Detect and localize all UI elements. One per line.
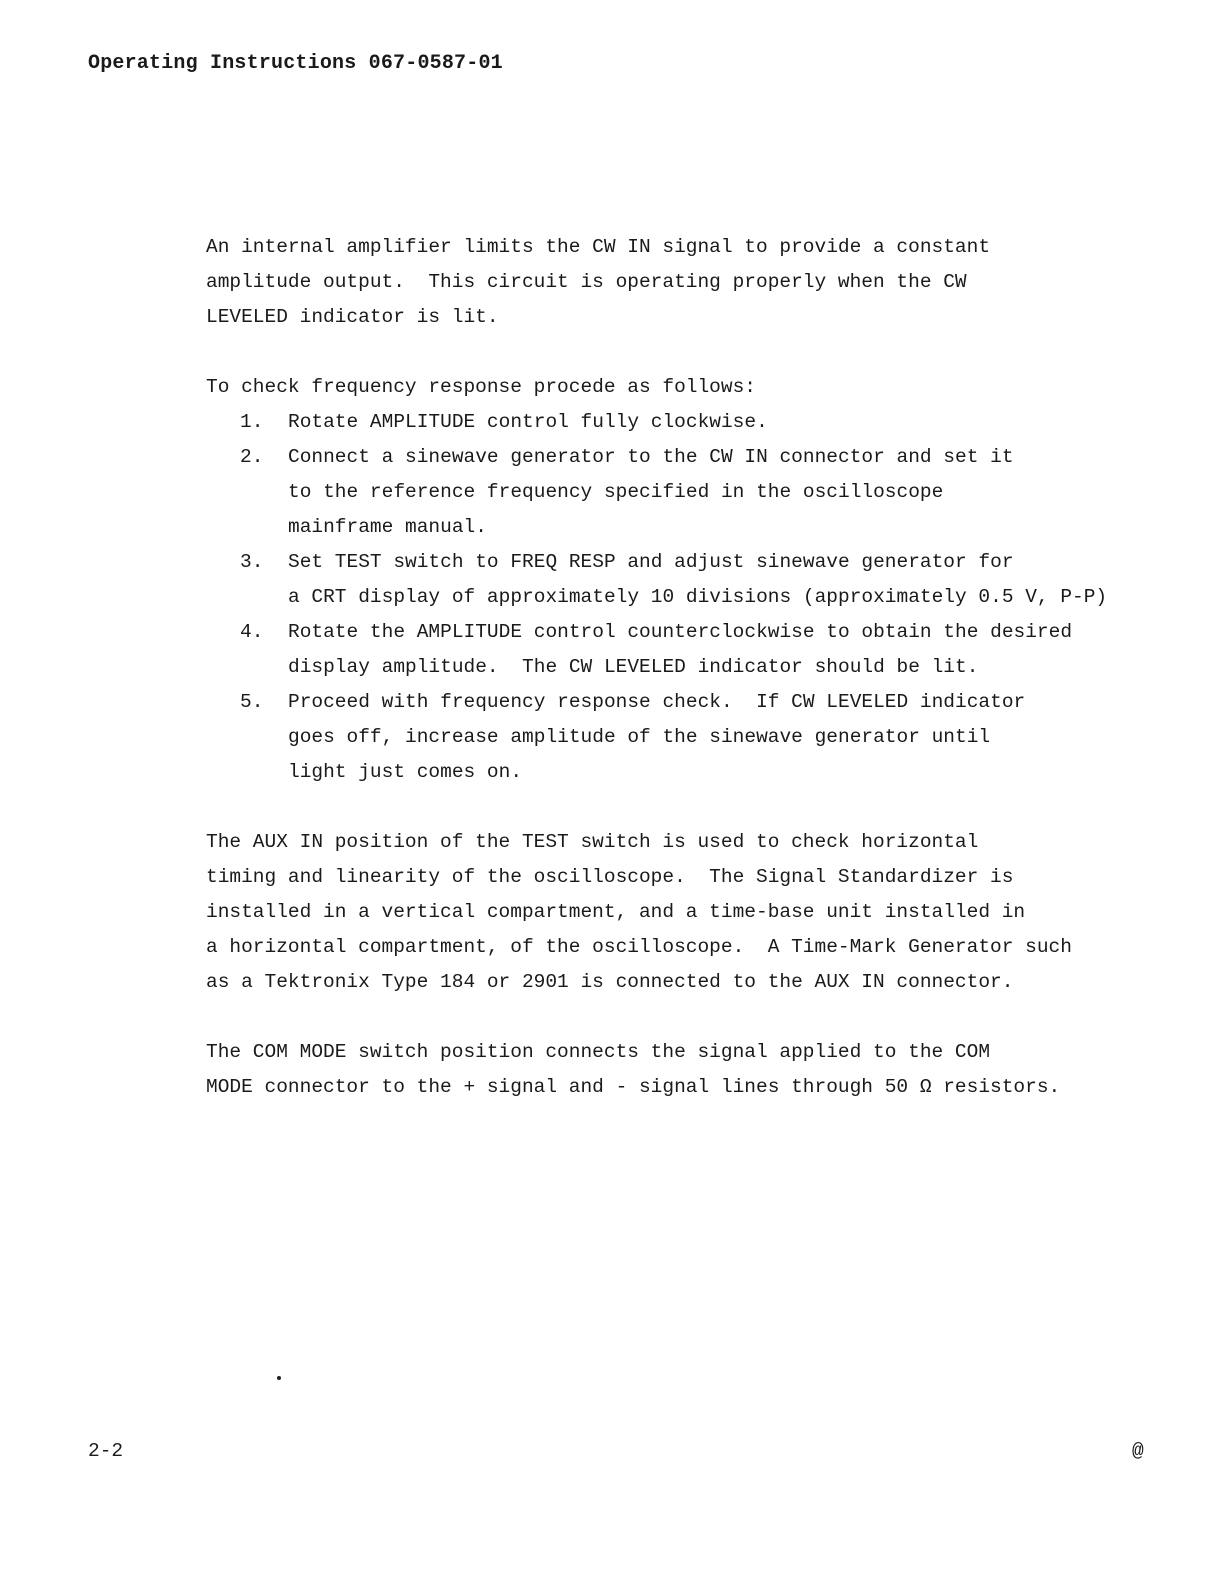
step-item xyxy=(206,440,1146,545)
step-item xyxy=(206,545,1146,615)
scan-speck xyxy=(277,1376,281,1380)
text-line: LEVELED indicator is lit. xyxy=(206,306,499,328)
text-line: Connect a sinewave generator to the CW IN connector and set it xyxy=(288,446,1014,468)
text-line: installed in a vertical compartment, and a time-base unit installed in xyxy=(206,901,1026,923)
step-item xyxy=(206,615,1146,685)
document-body xyxy=(206,230,1146,1105)
step-number: 1. xyxy=(240,411,264,433)
text-line: mainframe manual. xyxy=(288,516,487,538)
text-line: goes off, increase amplitude of the sinewave generator until xyxy=(288,726,991,748)
step-text xyxy=(276,405,1146,440)
text-line: timing and linearity of the oscilloscope. The Signal Standardizer is xyxy=(206,866,1014,888)
document-header: Operating Instructions 067-0587-01 xyxy=(88,52,503,75)
step-item xyxy=(206,685,1146,790)
text-line: a horizontal compartment, of the oscilloscope. A Time-Mark Generator such xyxy=(206,936,1072,958)
text-line: display amplitude. The CW LEVELED indicator should be lit. xyxy=(288,656,979,678)
text-line: to the reference frequency specified in the oscilloscope xyxy=(288,481,944,503)
step-text xyxy=(276,440,1146,545)
procedure-steps xyxy=(206,405,1146,790)
step-number: 4. xyxy=(240,621,264,643)
text-line: amplitude output. This circuit is operating properly when the CW xyxy=(206,271,967,293)
text-line: Rotate AMPLITUDE control fully clockwise. xyxy=(288,411,768,433)
text-line: The COM MODE switch position connects the signal applied to the COM xyxy=(206,1041,991,1063)
text-line: a CRT display of approximately 10 divisions (approximately 0.5 V, P-P) xyxy=(288,586,1108,608)
step-text xyxy=(276,615,1146,685)
intro-paragraph xyxy=(206,230,1146,335)
text-line: The AUX IN position of the TEST switch is used to check horizontal xyxy=(206,831,979,853)
text-line: as a Tektronix Type 184 or 2901 is connected to the AUX IN connector. xyxy=(206,971,1014,993)
procedure-intro: To check frequency response procede as follows: xyxy=(206,376,756,398)
footer-mark: @ xyxy=(1132,1440,1144,1462)
page-number: 2-2 xyxy=(88,1440,124,1462)
text-line: MODE connector to the + signal and - signal lines through 50 Ω resistors. xyxy=(206,1076,1061,1098)
text-line: An internal amplifier limits the CW IN signal to provide a constant xyxy=(206,236,991,258)
step-text xyxy=(276,685,1146,790)
step-item xyxy=(206,405,1146,440)
text-line: Proceed with frequency response check. If CW LEVELED indicator xyxy=(288,691,1026,713)
com-mode-paragraph xyxy=(206,1035,1146,1105)
text-line: Set TEST switch to FREQ RESP and adjust sinewave generator for xyxy=(288,551,1014,573)
step-number: 2. xyxy=(240,446,264,468)
step-number: 3. xyxy=(240,551,264,573)
text-line: light just comes on. xyxy=(288,761,523,783)
step-text xyxy=(276,545,1146,615)
aux-in-paragraph xyxy=(206,825,1146,1000)
text-line: Rotate the AMPLITUDE control counterclockwise to obtain the desired xyxy=(288,621,1073,643)
step-number: 5. xyxy=(240,691,264,713)
